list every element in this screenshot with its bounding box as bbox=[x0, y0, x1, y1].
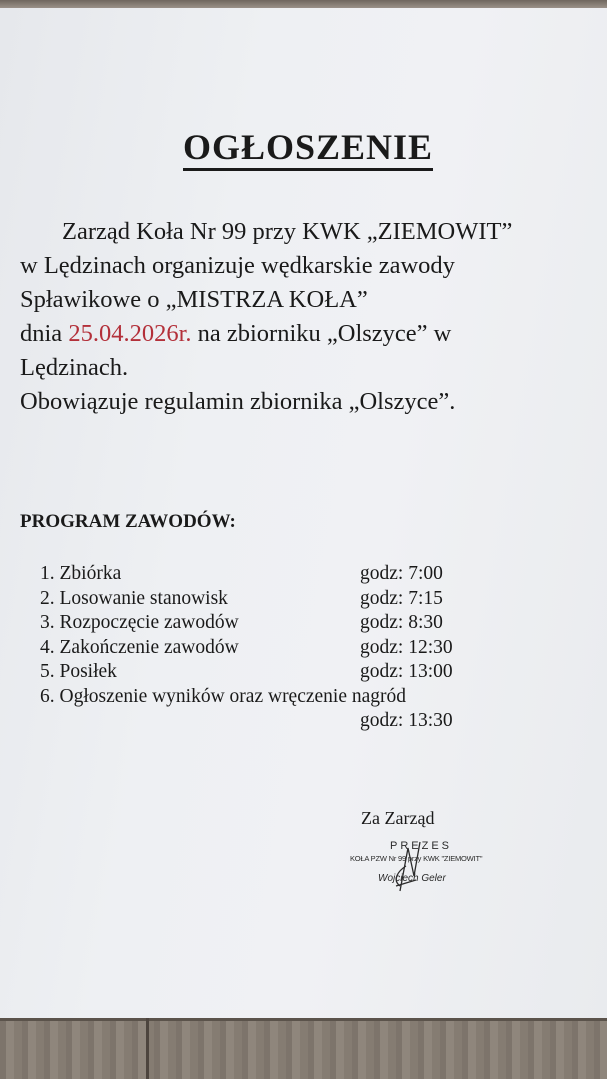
program-item bbox=[40, 587, 480, 612]
intro-line-3: Spławikowe o „MISTRZA KOŁA” bbox=[20, 286, 368, 313]
program-item bbox=[40, 660, 480, 685]
intro-date-prefix: dnia bbox=[20, 320, 69, 347]
program-item bbox=[40, 685, 480, 710]
signature-label: Za Zarząd bbox=[361, 808, 435, 828]
program-heading: PROGRAM ZAWODÓW: bbox=[20, 511, 236, 532]
program-item-label: 1. Zbiórka bbox=[40, 563, 122, 584]
intro-date-suffix: na zbiorniku „Olszyce” w bbox=[191, 320, 452, 347]
handwritten-signature-icon bbox=[370, 836, 440, 896]
program-item-time: godz: 8:30 bbox=[360, 612, 443, 633]
wood-background-top bbox=[0, 0, 607, 8]
title-text: OGŁOSZENIE bbox=[183, 127, 433, 171]
intro-line-5: Lędzinach. bbox=[20, 354, 129, 381]
notice-sheet bbox=[0, 8, 607, 1018]
wood-plank-edge bbox=[0, 1018, 607, 1021]
event-date: 25.04.2026r. bbox=[68, 320, 192, 347]
program-item-label: 2. Losowanie stanowisk bbox=[40, 587, 228, 609]
program-list bbox=[40, 562, 480, 734]
intro-line-2: w Lędzinach organizuje wędkarskie zawody bbox=[20, 252, 455, 279]
intro-line-4 bbox=[20, 317, 600, 351]
program-item-time: godz: 7:00 bbox=[360, 563, 443, 584]
program-item bbox=[40, 709, 480, 734]
wood-plank-seam bbox=[146, 1018, 149, 1079]
intro-line-1: Zarząd Koła Nr 99 przy KWK „ZIEMOWIT” bbox=[62, 218, 513, 245]
stamp-organization: KOŁA PZW Nr 99 przy KWK "ZIEMOWIT" bbox=[350, 854, 483, 863]
program-item bbox=[40, 611, 480, 636]
intro-line-6: Obowiązuje regulamin zbiornika „Olszyce”. bbox=[20, 388, 456, 415]
announcement-text bbox=[20, 215, 600, 419]
program-item bbox=[40, 636, 480, 661]
program-item-time: godz: 7:15 bbox=[360, 587, 443, 609]
program-item-label: 5. Posiłek bbox=[40, 661, 117, 682]
page-title bbox=[0, 126, 607, 168]
stamp-name: Wojciech Geler bbox=[378, 873, 446, 884]
stamp-title: PREZES bbox=[390, 840, 453, 852]
program-item-label: 3. Rozpoczęcie zawodów bbox=[40, 612, 239, 633]
program-item-time: godz: 13:30 bbox=[360, 710, 453, 731]
wood-background-bottom bbox=[0, 1018, 607, 1079]
program-item-label: 6. Ogłoszenie wyników oraz wręczenie nagród bbox=[40, 685, 407, 707]
program-item-time: godz: 12:30 bbox=[360, 636, 453, 658]
president-stamp bbox=[350, 840, 490, 900]
program-item-label: 4. Zakończenie zawodów bbox=[40, 636, 239, 658]
program-item-time: godz: 13:00 bbox=[360, 661, 453, 682]
program-item bbox=[40, 562, 480, 587]
